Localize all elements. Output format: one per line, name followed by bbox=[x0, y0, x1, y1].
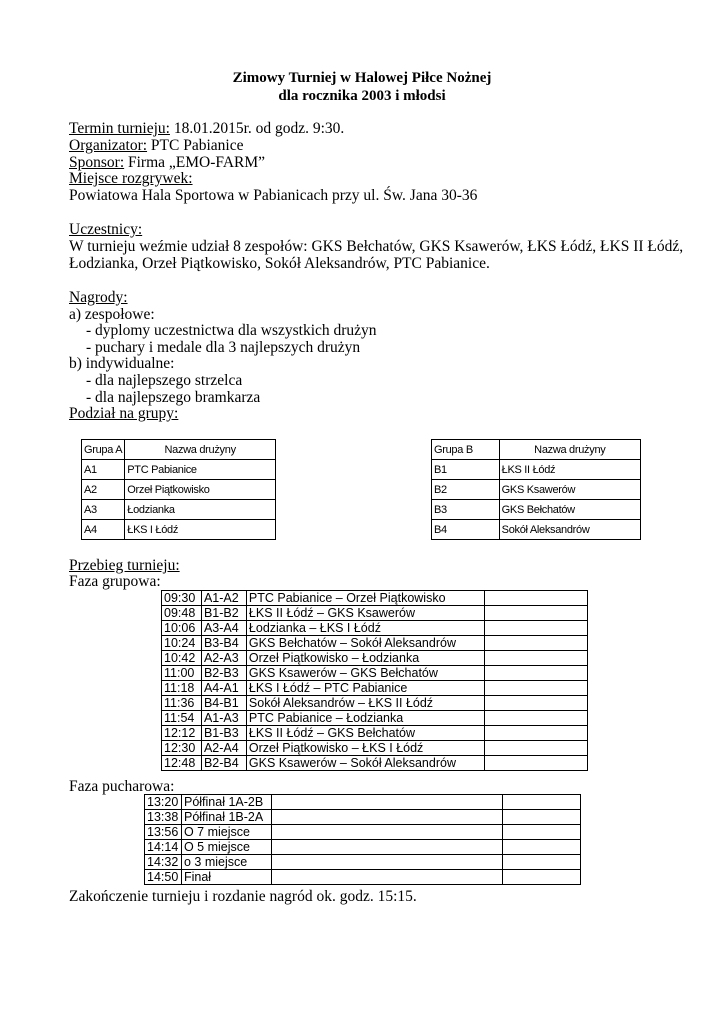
match-result-cell bbox=[484, 726, 587, 741]
match-code: B1-B2 bbox=[201, 606, 246, 621]
faza-pucharowa-label: Faza pucharowa: bbox=[69, 778, 175, 795]
group-code: B3 bbox=[432, 500, 500, 520]
match-code: B1-B3 bbox=[201, 726, 246, 741]
nagrody-label: Nagrody: bbox=[69, 289, 128, 306]
match-result-cell bbox=[484, 741, 587, 756]
group-b-header-name: Nazwa drużyny bbox=[499, 440, 640, 460]
table-row bbox=[162, 741, 588, 756]
match-stage: o 3 miejsce bbox=[181, 855, 271, 870]
match-teams-cell bbox=[271, 840, 502, 855]
match-code: A3-A4 bbox=[201, 621, 246, 636]
match-time: 12:48 bbox=[162, 756, 202, 771]
match-teams-cell bbox=[271, 855, 502, 870]
match-code: A1-A2 bbox=[201, 591, 246, 606]
organizator-line bbox=[69, 137, 243, 155]
table-row bbox=[162, 756, 588, 771]
nagrody-b: b) indywidualne: bbox=[69, 355, 175, 372]
miejsce-label: Miejsce rozgrywek: bbox=[69, 170, 193, 187]
nagrody-b1: - dla najlepszego strzelca bbox=[86, 372, 243, 389]
match-result-cell bbox=[484, 591, 587, 606]
table-row bbox=[162, 681, 588, 696]
match-teams: Sokół Aleksandrów – ŁKS II Łódź bbox=[246, 696, 484, 711]
termin-label: Termin turnieju: bbox=[69, 120, 170, 137]
match-code: B4-B1 bbox=[201, 696, 246, 711]
match-time: 09:30 bbox=[162, 591, 202, 606]
nagrody-a2: - puchary i medale dla 3 najlepszych drużyn bbox=[86, 339, 361, 356]
match-teams: ŁKS I Łódź – PTC Pabianice bbox=[246, 681, 484, 696]
match-time: 14:50 bbox=[145, 870, 182, 885]
group-a-header-row bbox=[82, 440, 276, 460]
table-row bbox=[162, 696, 588, 711]
match-result-cell bbox=[484, 636, 587, 651]
group-code: A2 bbox=[82, 480, 125, 500]
group-code: B4 bbox=[432, 520, 500, 540]
match-stage: Półfinał 1A-2B bbox=[181, 795, 271, 810]
match-teams: GKS Ksawerów – GKS Bełchatów bbox=[246, 666, 484, 681]
match-time: 13:38 bbox=[145, 810, 182, 825]
match-stage: O 5 miejsce bbox=[181, 840, 271, 855]
match-teams: Orzeł Piątkowisko – Łodzianka bbox=[246, 651, 484, 666]
match-time: 10:42 bbox=[162, 651, 202, 666]
table-row bbox=[162, 666, 588, 681]
match-teams-cell bbox=[271, 825, 502, 840]
zakonczenie-line: Zakończenie turnieju i rozdanie nagród ok. godz. 15:15. bbox=[69, 888, 417, 905]
match-code: A4-A1 bbox=[201, 681, 246, 696]
team-name: Łodzianka bbox=[125, 500, 276, 520]
termin-line bbox=[69, 120, 344, 138]
team-name: ŁKS II Łódź bbox=[499, 460, 640, 480]
match-result-cell bbox=[503, 855, 581, 870]
match-result-cell bbox=[484, 756, 587, 771]
match-result-cell bbox=[484, 681, 587, 696]
match-time: 12:12 bbox=[162, 726, 202, 741]
table-row bbox=[162, 621, 588, 636]
table-row bbox=[432, 460, 641, 480]
team-name: PTC Pabianice bbox=[125, 460, 276, 480]
table-row bbox=[162, 651, 588, 666]
match-stage: Półfinał 1B-2A bbox=[181, 810, 271, 825]
table-row bbox=[432, 500, 641, 520]
match-teams-cell bbox=[271, 810, 502, 825]
nagrody-a1: - dyplomy uczestnictwa dla wszystkich drużyn bbox=[86, 322, 377, 339]
group-code: B2 bbox=[432, 480, 500, 500]
group-b-table bbox=[431, 439, 641, 540]
team-name: Sokół Aleksandrów bbox=[499, 520, 640, 540]
match-time: 13:56 bbox=[145, 825, 182, 840]
table-row bbox=[82, 480, 276, 500]
match-result-cell bbox=[484, 696, 587, 711]
organizator-value: PTC Pabianice bbox=[147, 137, 244, 154]
match-teams: ŁKS II Łódź – GKS Ksawerów bbox=[246, 606, 484, 621]
group-code: A4 bbox=[82, 520, 125, 540]
team-name: GKS Bełchatów bbox=[499, 500, 640, 520]
termin-value: 18.01.2015r. od godz. 9:30. bbox=[169, 120, 345, 137]
match-teams: PTC Pabianice – Orzeł Piątkowisko bbox=[246, 591, 484, 606]
match-code: A2-A3 bbox=[201, 651, 246, 666]
match-teams: PTC Pabianice – Łodzianka bbox=[246, 711, 484, 726]
podzial-label: Podział na grupy: bbox=[69, 405, 179, 422]
group-a-header-name: Nazwa drużyny bbox=[125, 440, 276, 460]
table-row bbox=[162, 591, 588, 606]
table-row bbox=[432, 480, 641, 500]
table-row bbox=[145, 870, 581, 885]
table-row bbox=[162, 711, 588, 726]
match-time: 14:32 bbox=[145, 855, 182, 870]
cup-stage-table bbox=[144, 794, 581, 885]
match-time: 13:20 bbox=[145, 795, 182, 810]
match-teams: GKS Ksawerów – Sokół Aleksandrów bbox=[246, 756, 484, 771]
table-row bbox=[432, 520, 641, 540]
match-time: 11:00 bbox=[162, 666, 202, 681]
document-title-line1: Zimowy Turniej w Halowej Piłce Nożnej bbox=[232, 70, 492, 86]
uczestnicy-label: Uczestnicy: bbox=[69, 221, 143, 238]
match-code: B3-B4 bbox=[201, 636, 246, 651]
match-result-cell bbox=[503, 810, 581, 825]
match-teams: Orzeł Piątkowisko – ŁKS I Łódź bbox=[246, 741, 484, 756]
team-name: ŁKS I Łódź bbox=[125, 520, 276, 540]
miejsce-value: Powiatowa Hala Sportowa w Pabianicach przy ul. Św. Jana 30-36 bbox=[69, 187, 478, 204]
match-time: 11:36 bbox=[162, 696, 202, 711]
table-row bbox=[82, 460, 276, 480]
match-time: 11:18 bbox=[162, 681, 202, 696]
group-b-header-code: Grupa B bbox=[432, 440, 500, 460]
match-stage: O 7 miejsce bbox=[181, 825, 271, 840]
faza-grupowa-label: Faza grupowa: bbox=[69, 573, 161, 590]
group-stage-table bbox=[161, 590, 588, 771]
nagrody-b2: - dla najlepszego bramkarza bbox=[86, 389, 261, 406]
match-result-cell bbox=[503, 825, 581, 840]
group-code: A1 bbox=[82, 460, 125, 480]
match-result-cell bbox=[484, 666, 587, 681]
match-stage: Finał bbox=[181, 870, 271, 885]
match-code: A1-A3 bbox=[201, 711, 246, 726]
match-time: 09:48 bbox=[162, 606, 202, 621]
match-teams: ŁKS II Łódź – GKS Bełchatów bbox=[246, 726, 484, 741]
match-time: 12:30 bbox=[162, 741, 202, 756]
group-code: B1 bbox=[432, 460, 500, 480]
przebieg-label: Przebieg turnieju: bbox=[69, 557, 180, 574]
match-code: B2-B3 bbox=[201, 666, 246, 681]
team-name: Orzeł Piątkowisko bbox=[125, 480, 276, 500]
match-result-cell bbox=[503, 840, 581, 855]
match-teams: GKS Bełchatów – Sokół Aleksandrów bbox=[246, 636, 484, 651]
match-teams-cell bbox=[271, 795, 502, 810]
group-b-header-row bbox=[432, 440, 641, 460]
match-result-cell bbox=[484, 621, 587, 636]
sponsor-value: Firma „EMO-FARM” bbox=[124, 154, 266, 171]
match-time: 11:54 bbox=[162, 711, 202, 726]
match-teams: Łodzianka – ŁKS I Łódź bbox=[246, 621, 484, 636]
match-teams-cell bbox=[271, 870, 502, 885]
team-name: GKS Ksawerów bbox=[499, 480, 640, 500]
table-row bbox=[82, 520, 276, 540]
organizator-label: Organizator: bbox=[69, 137, 148, 154]
sponsor-label: Sponsor: bbox=[69, 154, 125, 171]
table-row bbox=[145, 825, 581, 840]
group-a-table bbox=[81, 439, 276, 540]
uczestnicy-line1: W turnieju weźmie udział 8 zespołów: GKS Bełchatów, GKS Ksawerów, ŁKS Łódź, ŁKS II Łódź, bbox=[69, 238, 684, 255]
table-row bbox=[162, 726, 588, 741]
group-code: A3 bbox=[82, 500, 125, 520]
table-row bbox=[145, 855, 581, 870]
table-row bbox=[145, 840, 581, 855]
document-title-line2: dla rocznika 2003 i młodsi bbox=[278, 88, 446, 104]
match-code: B2-B4 bbox=[201, 756, 246, 771]
nagrody-a: a) zespołowe: bbox=[69, 306, 155, 323]
match-result-cell bbox=[484, 651, 587, 666]
match-code: A2-A4 bbox=[201, 741, 246, 756]
table-row bbox=[162, 606, 588, 621]
match-time: 14:14 bbox=[145, 840, 182, 855]
match-result-cell bbox=[484, 711, 587, 726]
match-result-cell bbox=[503, 870, 581, 885]
group-a-header-code: Grupa A bbox=[82, 440, 125, 460]
table-row bbox=[145, 810, 581, 825]
table-row bbox=[82, 500, 276, 520]
match-result-cell bbox=[484, 606, 587, 621]
match-result-cell bbox=[503, 795, 581, 810]
match-time: 10:24 bbox=[162, 636, 202, 651]
table-row bbox=[162, 636, 588, 651]
uczestnicy-line2: Łodzianka, Orzeł Piątkowisko, Sokół Aleksandrów, PTC Pabianice. bbox=[69, 255, 490, 272]
table-row bbox=[145, 795, 581, 810]
match-time: 10:06 bbox=[162, 621, 202, 636]
